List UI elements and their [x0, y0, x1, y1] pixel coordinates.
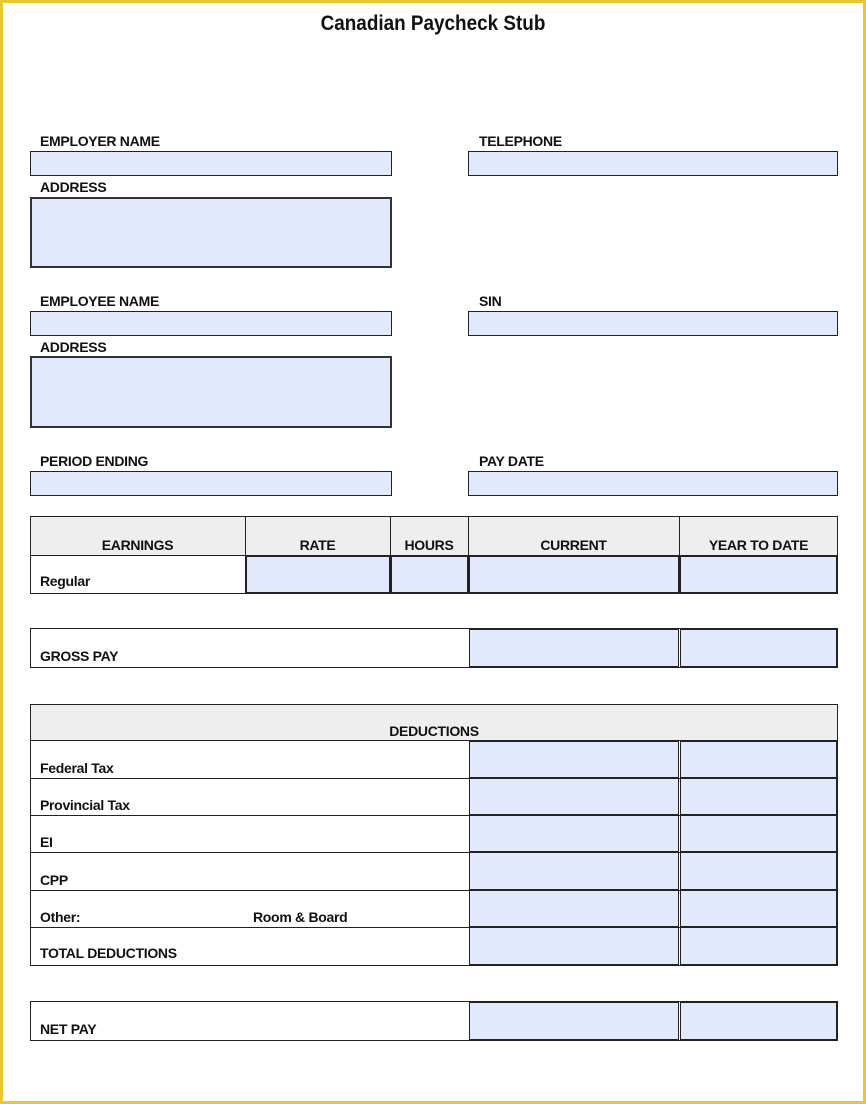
pay-date-field[interactable]	[468, 471, 838, 496]
rate-header: RATE	[299, 537, 336, 553]
federal-tax-label: Federal Tax	[40, 760, 114, 776]
cpp-current-field[interactable]	[469, 852, 679, 890]
total-deductions-label: TOTAL DEDUCTIONS	[40, 945, 177, 961]
period-ending-field[interactable]	[30, 471, 392, 496]
provincial-tax-current-field[interactable]	[469, 778, 679, 815]
federal-tax-ytd-field[interactable]	[680, 741, 837, 778]
regular-label: Regular	[40, 573, 91, 589]
employee-address-label: ADDRESS	[40, 339, 107, 355]
employer-name-label: EMPLOYER NAME	[40, 133, 160, 149]
gross-pay-ytd-field[interactable]	[680, 629, 837, 667]
period-ending-label: PERIOD ENDING	[40, 453, 149, 469]
provincial-tax-ytd-field[interactable]	[680, 778, 837, 815]
employee-name-label: EMPLOYEE NAME	[40, 293, 160, 309]
other-description: Room & Board	[253, 909, 348, 925]
current-header: CURRENT	[540, 537, 607, 553]
other-current-field[interactable]	[469, 890, 679, 927]
net-pay-ytd-field[interactable]	[680, 1002, 837, 1040]
federal-tax-current-field[interactable]	[469, 741, 679, 778]
earnings-header: EARNINGS	[101, 537, 174, 553]
gross-pay-current-field[interactable]	[469, 629, 679, 667]
gross-pay-label: GROSS PAY	[40, 648, 119, 664]
cpp-ytd-field[interactable]	[680, 852, 837, 890]
other-ytd-field[interactable]	[680, 890, 837, 927]
regular-current-field[interactable]	[469, 556, 679, 593]
ei-ytd-field[interactable]	[680, 815, 837, 852]
regular-rate-field[interactable]	[246, 556, 390, 593]
hours-header: HOURS	[404, 537, 454, 553]
telephone-field[interactable]	[468, 151, 838, 176]
cpp-label: CPP	[40, 872, 68, 888]
net-pay-label: NET PAY	[40, 1021, 97, 1037]
net-pay-current-field[interactable]	[469, 1002, 679, 1040]
total-deductions-ytd-field[interactable]	[680, 927, 837, 965]
telephone-label: TELEPHONE	[479, 133, 562, 149]
regular-ytd-field[interactable]	[680, 556, 837, 593]
employer-address-label: ADDRESS	[40, 179, 107, 195]
other-label: Other:	[40, 909, 81, 925]
employee-address-field[interactable]	[30, 356, 392, 428]
employer-address-field[interactable]	[30, 197, 392, 268]
ei-current-field[interactable]	[469, 815, 679, 852]
page-title: Canadian Paycheck Stub	[320, 12, 546, 35]
ei-label: EI	[40, 834, 53, 850]
deductions-header: DEDUCTIONS	[389, 723, 479, 739]
pay-date-label: PAY DATE	[479, 453, 544, 469]
sin-label: SIN	[479, 293, 502, 309]
ytd-header: YEAR TO DATE	[708, 537, 809, 553]
total-deductions-current-field[interactable]	[469, 927, 679, 965]
regular-hours-field[interactable]	[391, 556, 468, 593]
provincial-tax-label: Provincial Tax	[40, 797, 130, 813]
sin-field[interactable]	[468, 311, 838, 336]
employee-name-field[interactable]	[30, 311, 392, 336]
employer-name-field[interactable]	[30, 151, 392, 176]
